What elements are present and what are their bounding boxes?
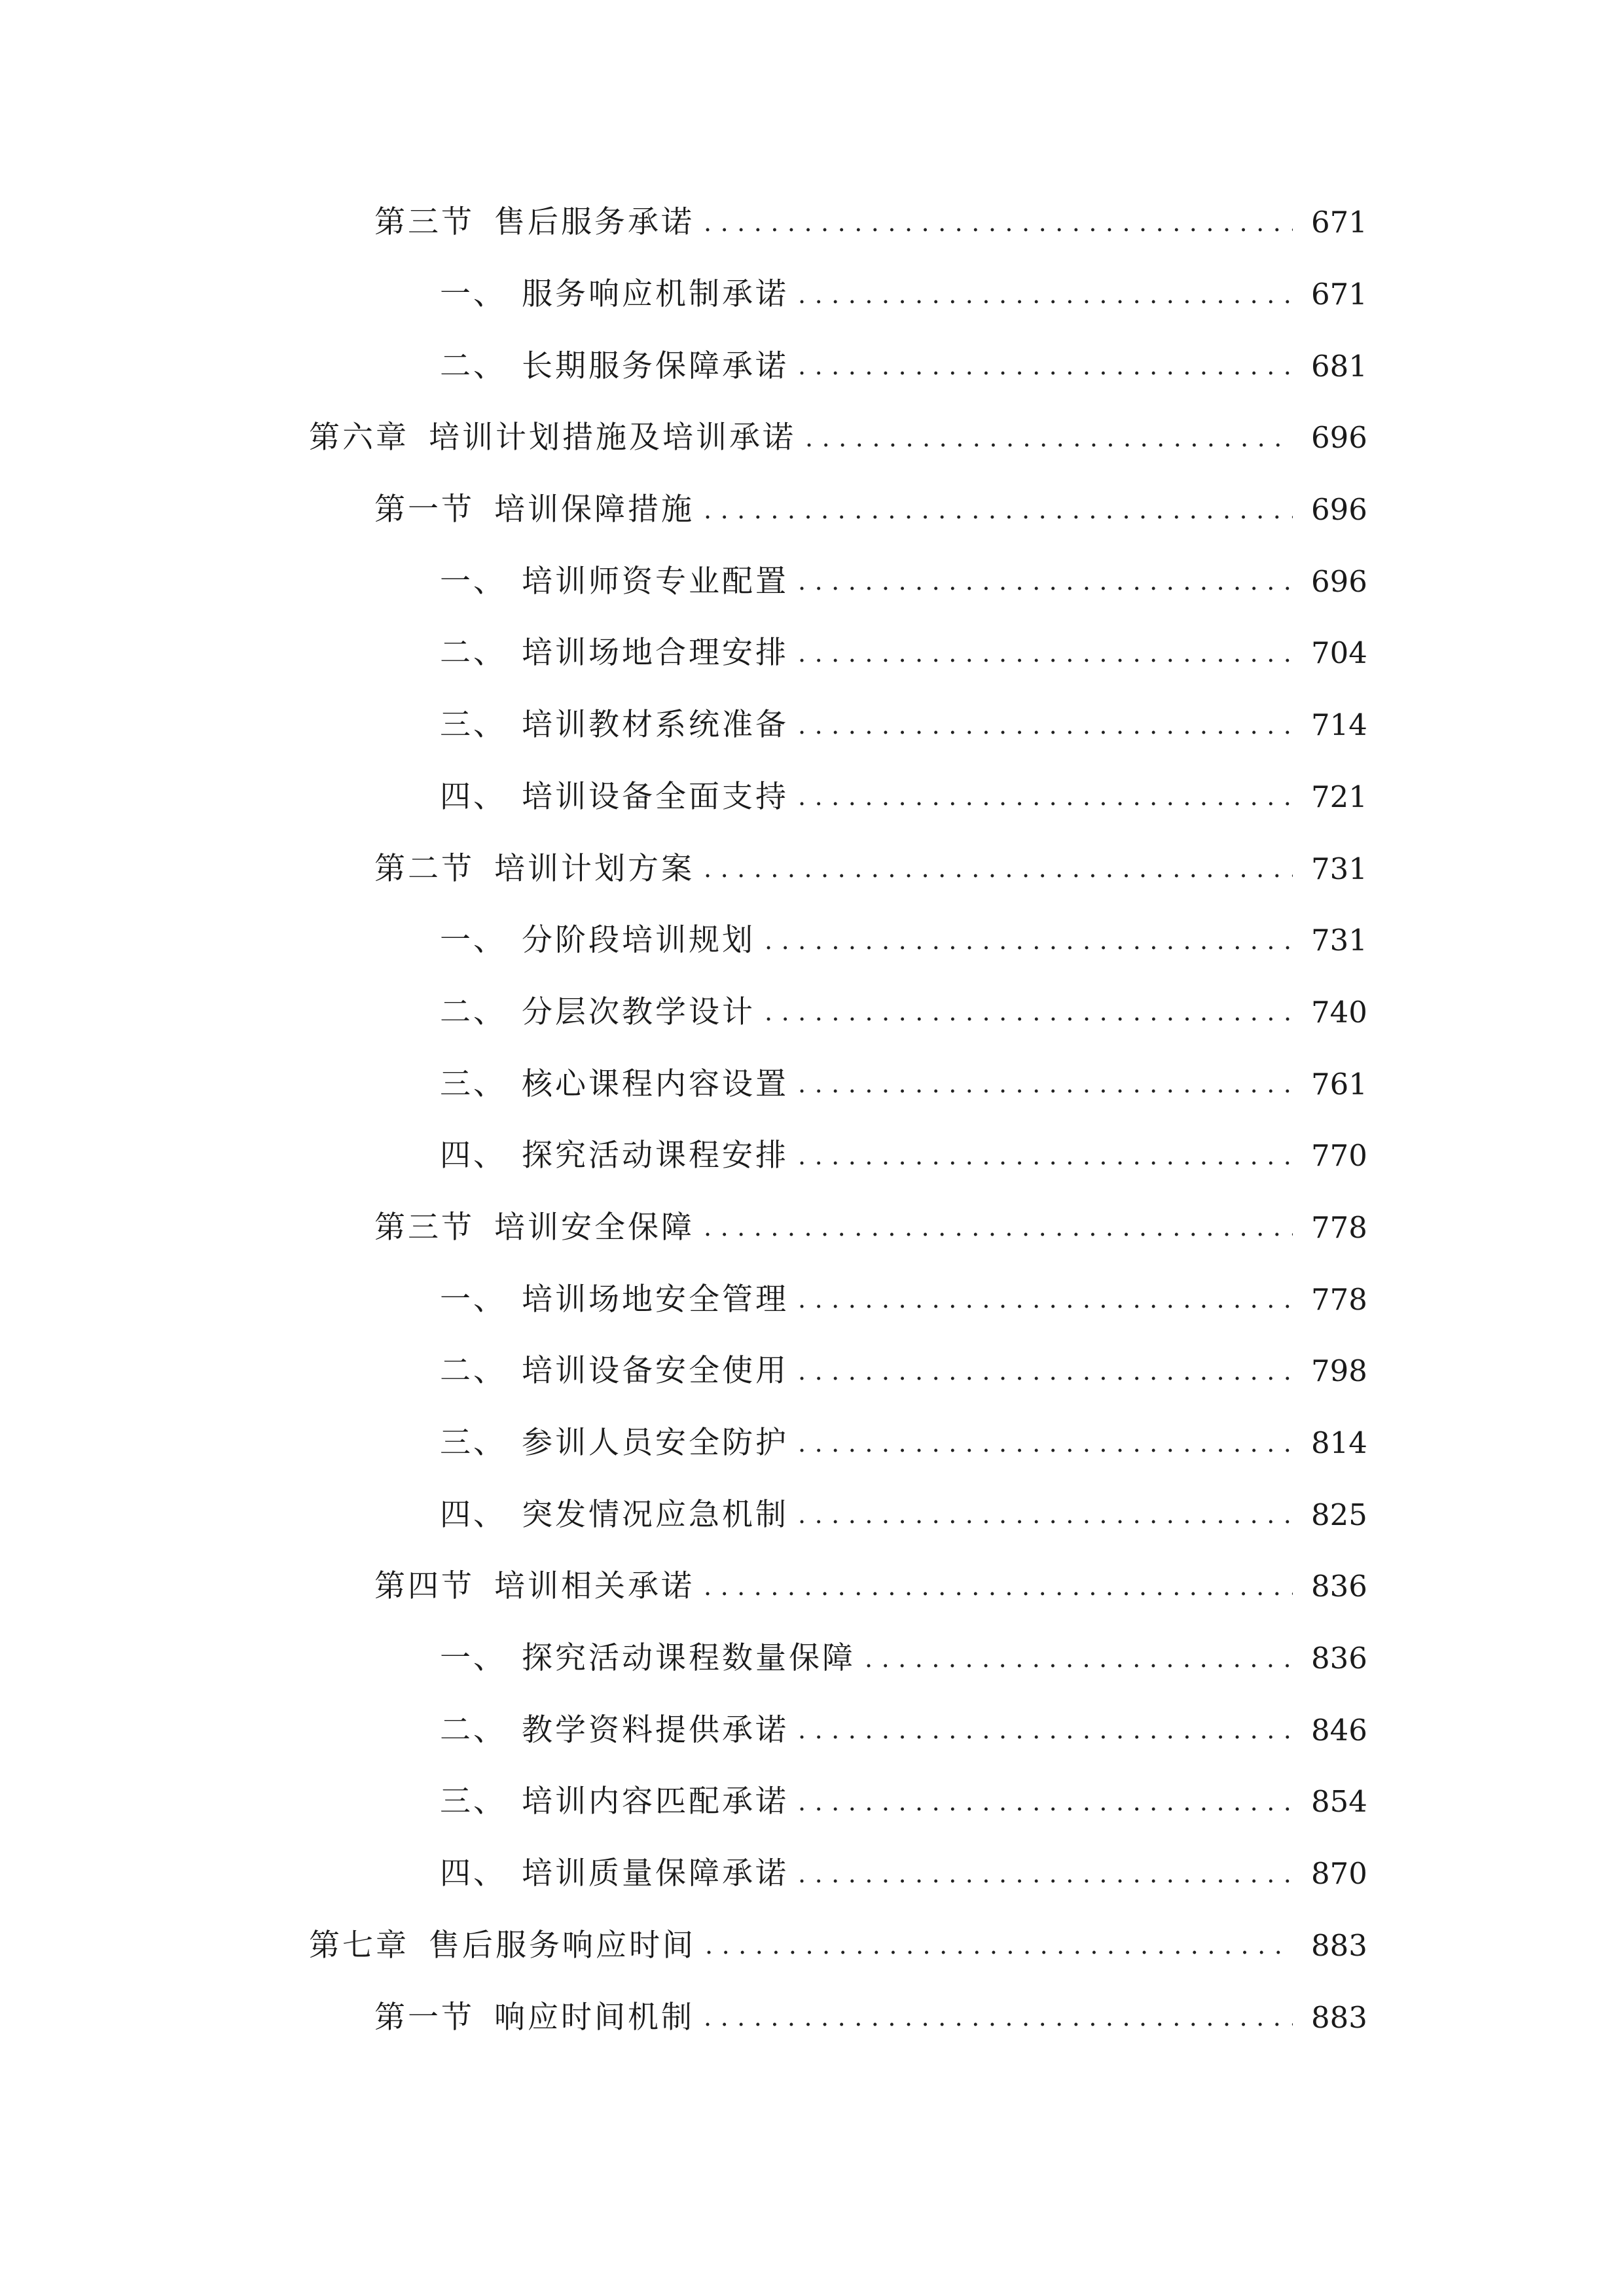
toc-entry-title: 探究活动课程数量保障 [522, 1640, 856, 1677]
dot-leader [704, 1574, 1293, 1599]
dot-leader [798, 1359, 1293, 1384]
toc-entry-number: 二、 [440, 348, 507, 384]
toc-entry-page-number: 721 [1311, 779, 1367, 814]
toc-subsection-entry[interactable] [0, 761, 1624, 833]
toc-entry-title: 培训质量保障承诺 [522, 1856, 789, 1892]
dot-leader [704, 210, 1293, 235]
toc-entry-page-number: 836 [1311, 1569, 1367, 1604]
toc-entry-title: 分层次教学设计 [522, 994, 755, 1030]
toc-subsection-entry[interactable] [0, 1048, 1624, 1120]
toc-entry-page-number: 731 [1311, 923, 1367, 958]
toc-subsection-entry[interactable] [0, 1766, 1624, 1838]
dot-leader [798, 282, 1293, 307]
toc-entry-title: 培训内容匹配承诺 [522, 1784, 789, 1820]
dot-leader [798, 713, 1293, 738]
dot-leader [798, 1287, 1293, 1312]
toc-entry-page-number: 814 [1311, 1426, 1367, 1461]
toc-entry-page-number: 731 [1311, 851, 1367, 886]
dot-leader [865, 1646, 1293, 1671]
dot-leader [765, 999, 1293, 1024]
dot-leader [704, 856, 1293, 881]
toc-entry-title: 培训计划方案 [494, 850, 695, 887]
toc-entry-page-number: 761 [1311, 1066, 1367, 1102]
toc-entry-title: 培训相关承诺 [494, 1568, 695, 1605]
toc-subsection-entry[interactable] [0, 689, 1624, 761]
dot-leader [704, 497, 1293, 522]
dot-leader [798, 1717, 1293, 1742]
toc-entry-number: 四、 [440, 778, 507, 815]
toc-entry-number: 第三节 [374, 1209, 475, 1246]
toc-entry-number: 三、 [440, 1425, 507, 1462]
toc-entry-page-number: 854 [1311, 1784, 1367, 1820]
toc-section-entry[interactable] [0, 833, 1624, 905]
dot-leader [704, 2005, 1293, 2030]
toc-entry-title: 培训场地合理安排 [522, 635, 789, 672]
toc-chapter-entry[interactable] [0, 1910, 1624, 1982]
toc-entry-number: 第一节 [374, 1999, 475, 2036]
toc-entry-page-number: 671 [1311, 205, 1367, 240]
toc-entry-page-number: 696 [1311, 492, 1367, 528]
toc-entry-page-number: 778 [1311, 1210, 1367, 1245]
dot-leader [798, 353, 1293, 378]
dot-leader [798, 641, 1293, 666]
toc-subsection-entry[interactable] [0, 1335, 1624, 1407]
table-of-contents [0, 187, 1624, 2053]
toc-subsection-entry[interactable] [0, 1479, 1624, 1551]
toc-entry-number: 三、 [440, 707, 507, 744]
dot-leader [798, 784, 1293, 809]
toc-entry-title: 分阶段培训规划 [522, 922, 755, 959]
dot-leader [798, 1143, 1293, 1168]
toc-entry-number: 第二节 [374, 850, 475, 887]
toc-subsection-entry[interactable] [0, 1120, 1624, 1192]
toc-entry-page-number: 770 [1311, 1138, 1367, 1174]
dot-leader [704, 1215, 1293, 1240]
toc-chapter-entry[interactable] [0, 402, 1624, 474]
toc-entry-page-number: 825 [1311, 1497, 1367, 1532]
toc-entry-number: 二、 [440, 994, 507, 1030]
dot-leader [805, 425, 1293, 450]
toc-entry-number: 二、 [440, 635, 507, 672]
toc-entry-title: 培训设备安全使用 [522, 1353, 789, 1390]
dot-leader [798, 1071, 1293, 1096]
toc-section-entry[interactable] [0, 1551, 1624, 1623]
toc-entry-number: 一、 [440, 1640, 507, 1677]
toc-entry-title: 培训场地安全管理 [522, 1281, 789, 1318]
toc-entry-number: 一、 [440, 922, 507, 959]
toc-entry-title: 响应时间机制 [494, 1999, 695, 2036]
toc-subsection-entry[interactable] [0, 905, 1624, 977]
toc-entry-title: 探究活动课程安排 [522, 1138, 789, 1174]
dot-leader [798, 1861, 1293, 1886]
toc-entry-page-number: 870 [1311, 1856, 1367, 1892]
toc-entry-number: 二、 [440, 1353, 507, 1390]
toc-entry-page-number: 778 [1311, 1282, 1367, 1317]
toc-section-entry[interactable] [0, 474, 1624, 546]
toc-entry-title: 教学资料提供承诺 [522, 1712, 789, 1748]
toc-entry-number: 第六章 [309, 420, 409, 456]
toc-entry-page-number: 704 [1311, 636, 1367, 671]
dot-leader [798, 1502, 1293, 1527]
toc-entry-page-number: 798 [1311, 1354, 1367, 1389]
toc-entry-title: 培训安全保障 [494, 1209, 695, 1246]
toc-entry-page-number: 883 [1311, 2000, 1367, 2035]
dot-leader [798, 1789, 1293, 1814]
toc-subsection-entry[interactable] [0, 330, 1624, 402]
toc-entry-page-number: 714 [1311, 708, 1367, 743]
toc-entry-number: 第四节 [374, 1568, 475, 1605]
toc-section-entry[interactable] [0, 1981, 1624, 2053]
toc-entry-page-number: 681 [1311, 348, 1367, 384]
toc-entry-number: 一、 [440, 1281, 507, 1318]
toc-subsection-entry[interactable] [0, 1623, 1624, 1695]
dot-leader [765, 928, 1293, 953]
toc-subsection-entry[interactable] [0, 977, 1624, 1049]
toc-entry-number: 第一节 [374, 492, 475, 528]
toc-entry-title: 培训教材系统准备 [522, 707, 789, 744]
toc-entry-title: 核心课程内容设置 [522, 1066, 789, 1102]
toc-entry-title: 售后服务承诺 [494, 204, 695, 241]
toc-entry-number: 四、 [440, 1138, 507, 1174]
toc-entry-title: 培训设备全面支持 [522, 778, 789, 815]
toc-entry-number: 四、 [440, 1856, 507, 1892]
toc-subsection-entry[interactable] [0, 1407, 1624, 1479]
toc-entry-title: 突发情况应急机制 [522, 1496, 789, 1533]
toc-entry-title: 售后服务响应时间 [429, 1927, 696, 1964]
toc-subsection-entry[interactable] [0, 617, 1624, 689]
toc-entry-title: 服务响应机制承诺 [522, 276, 789, 313]
toc-subsection-entry[interactable] [0, 1838, 1624, 1910]
toc-entry-page-number: 696 [1311, 420, 1367, 456]
toc-subsection-entry[interactable] [0, 1263, 1624, 1335]
dot-leader [798, 569, 1293, 594]
toc-entry-title: 参训人员安全防护 [522, 1425, 789, 1462]
dot-leader [705, 1933, 1293, 1958]
toc-section-entry[interactable] [0, 1192, 1624, 1264]
toc-entry-number: 一、 [440, 563, 507, 600]
toc-entry-title: 培训保障措施 [494, 492, 695, 528]
toc-entry-title: 长期服务保障承诺 [522, 348, 789, 384]
toc-entry-number: 一、 [440, 276, 507, 313]
toc-entry-title: 培训师资专业配置 [522, 563, 789, 600]
toc-entry-page-number: 740 [1311, 994, 1367, 1030]
toc-entry-title: 培训计划措施及培训承诺 [429, 420, 796, 456]
dot-leader [798, 1431, 1293, 1456]
toc-entry-number: 三、 [440, 1784, 507, 1820]
toc-entry-page-number: 671 [1311, 277, 1367, 312]
toc-entry-page-number: 836 [1311, 1641, 1367, 1676]
toc-entry-page-number: 846 [1311, 1712, 1367, 1748]
toc-entry-number: 二、 [440, 1712, 507, 1748]
toc-entry-page-number: 696 [1311, 564, 1367, 599]
toc-entry-number: 三、 [440, 1066, 507, 1102]
toc-subsection-entry[interactable] [0, 259, 1624, 331]
toc-entry-number: 四、 [440, 1496, 507, 1533]
toc-subsection-entry[interactable] [0, 1694, 1624, 1766]
toc-entry-number: 第七章 [309, 1927, 409, 1964]
toc-entry-page-number: 883 [1311, 1928, 1367, 1963]
toc-entry-number: 第三节 [374, 204, 475, 241]
toc-subsection-entry[interactable] [0, 545, 1624, 617]
toc-section-entry[interactable] [0, 187, 1624, 259]
